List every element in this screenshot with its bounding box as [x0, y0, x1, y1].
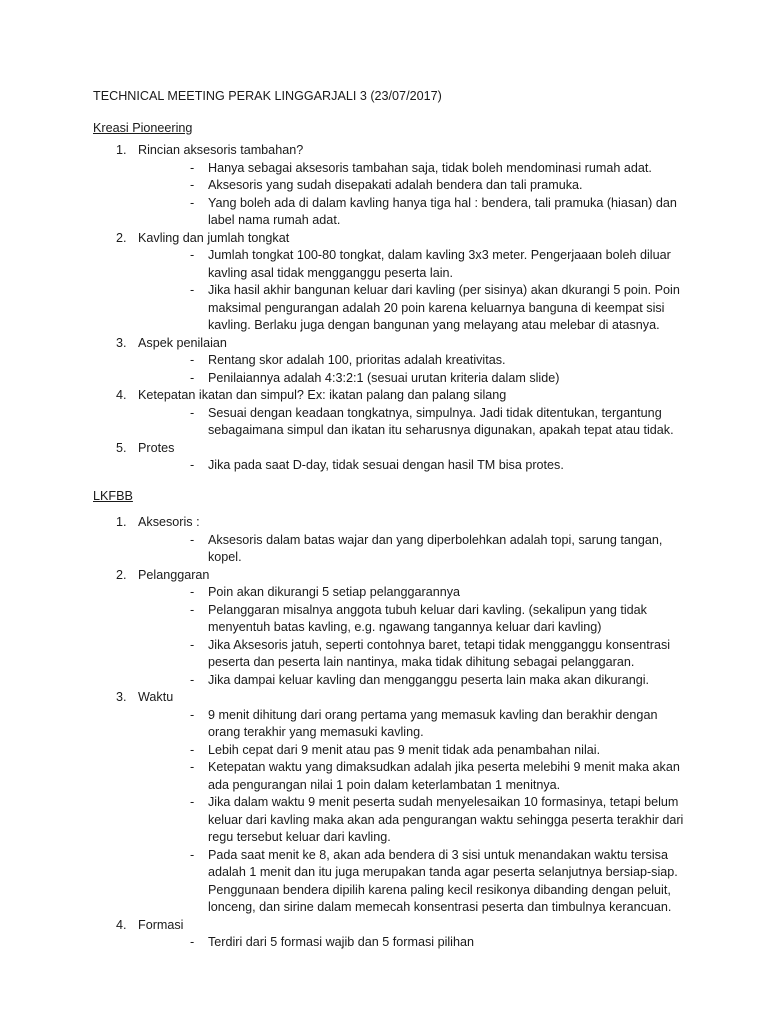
sub-list-item — [138, 370, 688, 388]
list-item-label: Waktu — [138, 690, 174, 704]
sub-list-item-text: Sesuai dengan keadaan tongkatnya, simpulnya. Jadi tidak ditentukan, tergantung sebagaimana simpul dan ikatan itu seharusnya digunakan, apakah tepat atau tidak. — [208, 405, 674, 437]
sub-list-item-text: Poin akan dikurangi 5 setiap pelanggarannya — [208, 585, 461, 599]
sub-list — [138, 352, 688, 387]
sub-list-item — [138, 177, 688, 195]
sub-list-item — [138, 160, 688, 178]
dash-bullet: - — [190, 370, 195, 385]
numbered-list — [93, 514, 688, 952]
sub-list-item-text: Pelanggaran misalnya anggota tubuh keluar dari kavling. (sekalipun yang tidak menyentuh batas kavling, e.g. ngawang tangannya keluar dari kavling) — [208, 602, 647, 634]
list-item — [93, 567, 688, 690]
sub-list-item — [138, 584, 688, 602]
dash-bullet: - — [190, 760, 195, 774]
sub-list-item-text: Jika dalam waktu 9 menit peserta sudah menyelesaikan 10 formasinya, tetapi belum keluar dari kavling maka akan ada pengurangan waktu sehingga peserta terakhir dari regu tersebut keluar dari kavling. — [208, 795, 684, 844]
dash-bullet: - — [190, 637, 195, 652]
sub-list-item-text: Aksesoris yang sudah disepakati adalah bendera dan tali pramuka. — [208, 178, 583, 192]
sub-list-item — [138, 247, 688, 282]
sub-list-item-text: Yang boleh ada di dalam kavling hanya tiga hal : bendera, tali pramuka (hiasan) dan label nama rumah adat. — [208, 195, 677, 227]
sub-list-item-text: Jika hasil akhir bangunan keluar dari kavling (per sisinya) akan dkurangi 5 poin. Poin maksimal pengurangan adalah 20 poin karena keluarnya banguna di keempat sisi kavling. Berlaku juga dengan bangunan yang melayang atau melebar di atasnya. — [208, 283, 680, 332]
document-title: TECHNICAL MEETING PERAK LINGGARJALI 3 (23/07/2017) — [93, 89, 442, 103]
list-item-label: Aksesoris : — [138, 515, 200, 529]
sub-list-item — [138, 742, 688, 760]
sub-list-item-text: Aksesoris dalam batas wajar dan yang diperbolehkan adalah topi, sarung tangan, kopel. — [208, 532, 663, 564]
list-item-number: 1. — [116, 143, 127, 157]
list-item-number: 2. — [116, 230, 127, 245]
sub-list-item-text: Hanya sebagai aksesoris tambahan saja, tidak boleh mendominasi rumah adat. — [208, 160, 652, 175]
dash-bullet: - — [190, 405, 195, 420]
list-item — [93, 689, 688, 917]
list-item — [93, 387, 688, 440]
dash-bullet: - — [190, 847, 195, 862]
list-item — [93, 514, 688, 567]
list-item-label: Pelanggaran — [138, 567, 210, 582]
sub-list-item-text: Ketepatan waktu yang dimaksudkan adalah jika peserta melebihi 9 menit maka akan ada pengurangan nilai 1 poin dalam keterlambatan 1 menitnya. — [208, 760, 680, 792]
dash-bullet: - — [190, 458, 195, 472]
sub-list-item — [138, 352, 688, 370]
dash-bullet: - — [190, 935, 195, 949]
sub-list — [138, 934, 688, 952]
dash-bullet: - — [190, 160, 195, 175]
dash-bullet: - — [190, 795, 195, 809]
list-item-number: 2. — [116, 567, 127, 582]
sub-list-item — [138, 707, 688, 742]
section-heading: LKFBB — [93, 489, 133, 503]
dash-bullet: - — [190, 672, 195, 687]
sub-list — [138, 247, 688, 335]
sub-list-item — [138, 847, 688, 917]
sub-list-item-text: Penilaiannya adalah 4:3:2:1 (sesuai urutan kriteria dalam slide) — [208, 370, 560, 385]
list-item-label: Ketepatan ikatan dan simpul? Ex: ikatan palang dan palang silang — [138, 388, 507, 402]
sub-list — [138, 457, 688, 475]
list-item-number: 1. — [116, 515, 127, 529]
sub-list-item-text: Jika pada saat D-day, tidak sesuai dengan hasil TM bisa protes. — [208, 458, 564, 472]
list-item-label: Rincian aksesoris tambahan? — [138, 143, 304, 157]
sub-list-item — [138, 532, 688, 567]
sub-list-item — [138, 405, 688, 440]
sub-list-item — [138, 195, 688, 230]
dash-bullet: - — [190, 178, 195, 192]
sub-list-item — [138, 794, 688, 847]
section-heading: Kreasi Pioneering — [93, 121, 193, 135]
sub-list-item — [138, 457, 688, 475]
list-item-label: Kavling dan jumlah tongkat — [138, 230, 290, 245]
list-item-number: 5. — [116, 440, 127, 455]
list-item-label: Protes — [138, 440, 175, 455]
dash-bullet: - — [190, 602, 195, 617]
sub-list-item-text: 9 menit dihitung dari orang pertama yang memasuk kavling dan berakhir dengan orang terakhir yang memasuki kavling. — [208, 707, 658, 739]
sub-list-item-text: Jika dampai keluar kavling dan mengganggu peserta lain maka akan dikurangi. — [208, 672, 650, 687]
dash-bullet: - — [190, 707, 195, 722]
list-item-number: 3. — [116, 335, 127, 350]
dash-bullet: - — [190, 353, 195, 367]
dash-bullet: - — [190, 585, 195, 599]
list-item-number: 4. — [116, 917, 127, 932]
dash-bullet: - — [190, 195, 195, 210]
dash-bullet: - — [190, 248, 195, 262]
list-item — [93, 440, 688, 475]
sub-list-item — [138, 759, 688, 794]
sub-list-item — [138, 934, 688, 952]
sub-list — [138, 405, 688, 440]
sub-list-item-text: Lebih cepat dari 9 menit atau pas 9 menit tidak ada penambahan nilai. — [208, 742, 601, 757]
list-item — [93, 142, 688, 230]
numbered-list — [93, 142, 688, 475]
list-item-number: 4. — [116, 388, 127, 402]
list-item — [93, 230, 688, 335]
dash-bullet: - — [190, 742, 195, 757]
sub-list — [138, 584, 688, 689]
sub-list-item-text: Jika Aksesoris jatuh, seperti contohnya baret, tetapi tidak mengganggu konsentrasi peserta dan peserta lain nantinya, maka tidak dihitung sebagai pelanggaran. — [208, 637, 671, 669]
list-item-label: Aspek penilaian — [138, 335, 227, 350]
sub-list-item-text: Jumlah tongkat 100-80 tongkat, dalam kavling 3x3 meter. Pengerjaaan boleh diluar kavling asal tidak mengganggu peserta lain. — [208, 248, 671, 280]
sub-list-item — [138, 602, 688, 637]
list-item — [93, 335, 688, 388]
list-item — [93, 917, 688, 952]
dash-bullet: - — [190, 532, 195, 547]
sub-list — [138, 160, 688, 230]
list-item-number: 3. — [116, 690, 127, 704]
sub-list-item-text: Rentang skor adalah 100, prioritas adalah kreativitas. — [208, 353, 506, 367]
dash-bullet: - — [190, 283, 195, 297]
sub-list-item — [138, 672, 688, 690]
sub-list — [138, 532, 688, 567]
sub-list-item — [138, 637, 688, 672]
sub-list — [138, 707, 688, 917]
list-item-label: Formasi — [138, 917, 184, 932]
sub-list-item — [138, 282, 688, 335]
sub-list-item-text: Pada saat menit ke 8, akan ada bendera di 3 sisi untuk menandakan waktu tersisa adalah 1 menit dan itu juga merupakan tanda agar peserta selanjutnya bersiap-siap. Penggunaan bendera dipilih karena paling kecil resikonya dibanding dengan peluit, lonceng, dan sirine dalam memecah konsentrasi peserta dan timbulnya kerancuan. — [208, 847, 678, 914]
sub-list-item-text: Terdiri dari 5 formasi wajib dan 5 formasi pilihan — [208, 935, 474, 949]
